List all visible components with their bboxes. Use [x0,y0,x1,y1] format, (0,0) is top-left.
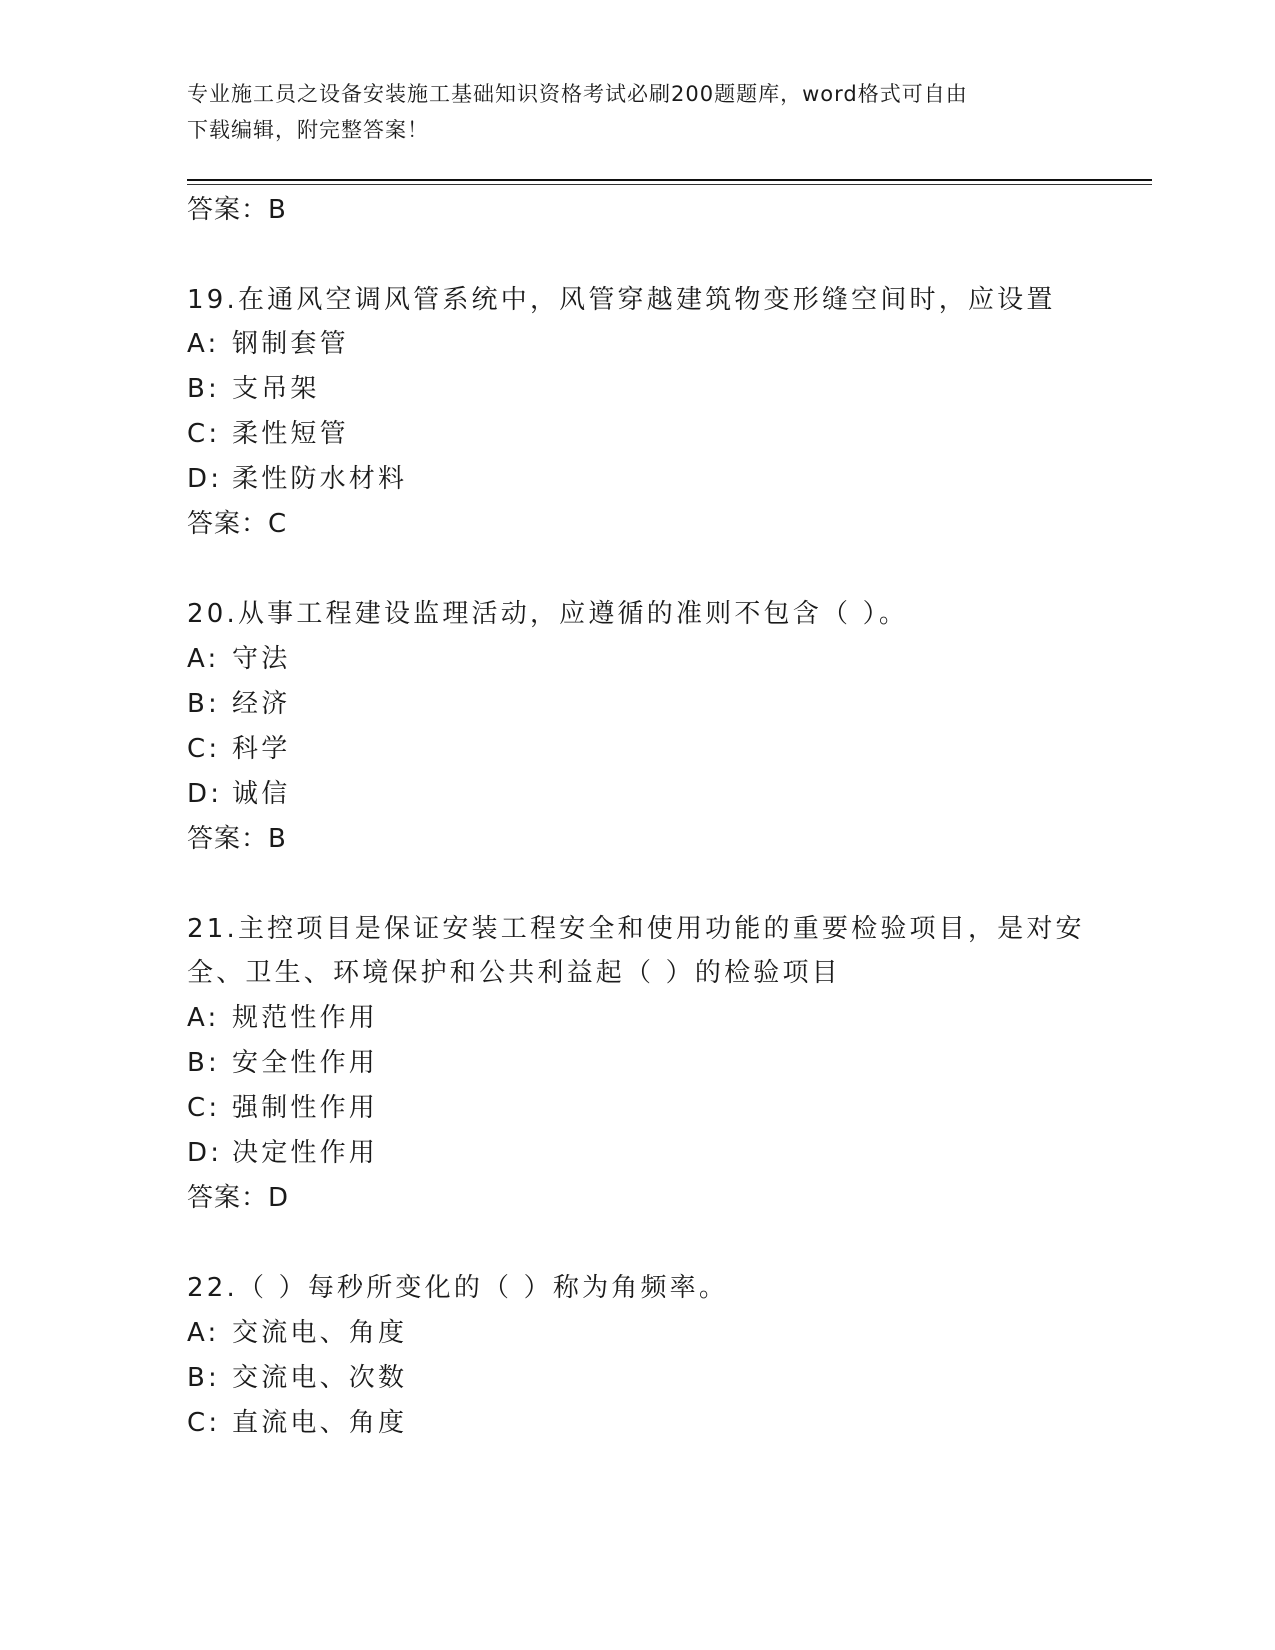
question-21-answer: 答案：D [187,1183,290,1213]
option-text: 支吊架 [232,374,320,404]
question-19-answer: 答案：C [187,509,288,539]
option-text: 科学 [232,734,291,764]
option-text: 经济 [232,689,291,719]
header-divider-thick [187,179,1152,181]
option-text: 直流电、角度 [232,1408,408,1438]
question-22-option-b [187,1361,407,1395]
question-22-option-c [187,1406,407,1440]
intro-line-2: 下载编辑，附完整答案！ [187,118,429,142]
question-19-stem: 19.在通风空调风管系统中，风管穿越建筑物变形缝空间时，应设置 [187,285,1056,315]
question-21-stem-line-1: 21.主控项目是保证安装工程安全和使用功能的重要检验项目，是对安 [187,914,1085,944]
option-letter: D: [187,1138,223,1168]
option-letter: B: [187,1363,220,1393]
question-19-option-d [187,462,407,496]
option-text: 交流电、次数 [232,1363,408,1393]
question-20-answer: 答案：B [187,824,287,854]
option-text: 决定性作用 [232,1138,379,1168]
option-text: 诚信 [232,779,291,809]
option-letter: B: [187,374,220,404]
option-text: 钢制套管 [232,329,349,359]
question-22-option-a [187,1316,407,1350]
option-letter: C: [187,1408,221,1438]
option-text: 柔性防水材料 [232,464,408,494]
header-divider-thin [187,184,1152,185]
intro-line-1: 专业施工员之设备安装施工基础知识资格考试必刷200题题库，word格式可自由 [187,82,968,106]
option-letter: A: [187,1003,220,1033]
option-letter: C: [187,734,221,764]
question-21-option-b [187,1046,378,1080]
question-20-stem: 20.从事工程建设监理活动，应遵循的准则不包含（ ）。 [187,599,909,629]
option-letter: D: [187,464,223,494]
option-letter: B: [187,689,220,719]
option-letter: D: [187,779,223,809]
question-20-option-d [187,777,290,811]
option-text: 守法 [232,644,291,674]
option-text: 交流电、角度 [232,1318,408,1348]
answer-line: 答案：B [187,195,287,225]
option-text: 安全性作用 [232,1048,379,1078]
option-letter: B: [187,1048,220,1078]
option-text: 柔性短管 [232,419,349,449]
option-text: 强制性作用 [232,1093,379,1123]
question-19-option-c [187,417,349,451]
option-letter: C: [187,419,221,449]
question-21-option-c [187,1091,378,1125]
option-letter: A: [187,329,220,359]
document-intro [187,76,1067,148]
option-letter: A: [187,1318,220,1348]
question-20-option-c [187,732,290,766]
option-text: 规范性作用 [232,1003,379,1033]
question-22-stem: 22.（ ）每秒所变化的（ ）称为角频率。 [187,1273,729,1303]
question-21-stem-line-2: 全、卫生、环境保护和公共利益起（ ）的检验项目 [187,958,841,988]
question-21-option-d [187,1136,378,1170]
question-19-option-b [187,372,320,406]
option-letter: C: [187,1093,221,1123]
question-21-option-a [187,1001,378,1035]
question-20-option-a [187,642,290,676]
question-19-option-a [187,327,349,361]
option-letter: A: [187,644,220,674]
question-20-option-b [187,687,290,721]
